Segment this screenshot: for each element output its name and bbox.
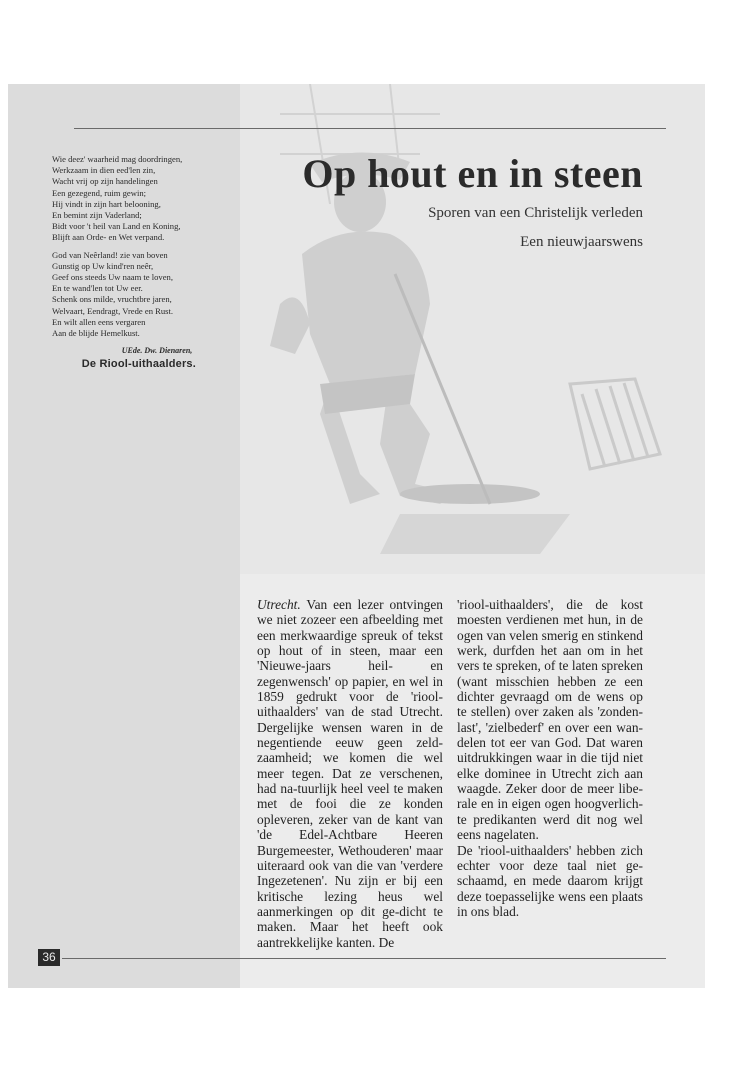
page-number: 36: [38, 949, 60, 966]
article-text-1: Van een lezer ontvingen we niet zozeer een afbeelding met een merkwaardige spreuk of tekst op hout of in steen, maar een 'Nieuwe-jaars heil- en zegenwensch' op papier, en wel in 1859 gedrukt voor de 'riool-uithaalders' van de stad Utrecht. Dergelijke wensen waren in de negentiende eeuw geen zeld-zaamheid; we komen die wel meer tegen. Dat ze verschenen, had na-tuurlijk heel veel te maken met de fooi die ze konden opleveren, zeker van de kant van 'de Edel-Achtbare Heeren Burgemeester, Wethouderen' maar uiteraard ook van die van 'verdere Ingezetenen'. Nu zijn er bij een kritische lezing heus wel aanmerkingen op dit ge-dicht te maken. Maar het heeft ook aantrekkelijke kanten. De: [257, 597, 443, 950]
magazine-page: [8, 84, 705, 988]
poem-line: Geef ons steeds Uw naam te loven,: [52, 272, 173, 283]
top-rule: [74, 128, 666, 129]
poem-stanza-1: [52, 154, 232, 244]
poem-line: En bemint zijn Vaderland;: [52, 210, 142, 221]
poem-signature-name: De Riool-uithaalders.: [81, 358, 196, 371]
poem-signature-salutation: UEde. Dw. Dienaren,: [121, 346, 193, 356]
bottom-rule: [62, 958, 666, 959]
article-text-3: De 'riool-uithaalders' hebben zich echter voor deze taal niet ge-schaamd, en mede daarom krijgt deze toepasselijke wens een plaats in ons blad.: [457, 842, 643, 919]
article-column-2: [457, 597, 643, 919]
poem-line: Wie deez' waarheid mag doordringen,: [52, 154, 183, 164]
article-place: Utrecht.: [257, 597, 301, 612]
poem-line: God van Neêrland! zie van boven: [52, 249, 168, 260]
article-subtitle: Sporen van een Christelijk verleden: [428, 205, 643, 221]
poem-line: Schenk ons milde, vruchtbre jaren,: [52, 294, 172, 305]
poem-line: En wilt allen eens vergaren: [52, 316, 146, 327]
poem: [52, 154, 232, 371]
poem-line: Hij vindt in zijn hart belooning,: [52, 198, 161, 209]
poem-stanza-2: [52, 250, 232, 340]
poem-line: Blijft aan Orde- en Wet verpand.: [52, 232, 165, 243]
poem-line: Bidt voor 't heil van Land en Koning,: [52, 221, 181, 232]
article-section: Een nieuwjaarswens: [520, 234, 643, 250]
poem-line: Werkzaam in dien eed'len zin,: [52, 165, 156, 176]
poem-line: Wacht vrij op zijn handelingen: [52, 176, 158, 187]
poem-line: Een gezegend, ruim gewin;: [52, 187, 147, 198]
poem-line: Aan de blijde Hemelkust.: [52, 328, 140, 339]
poem-line: En te wand'len tot Uw eer.: [52, 283, 143, 294]
article-text-2: 'riool-uithaalders', die de kost moesten verdienen met hun, in de ogen van velen smerig en stinkend werk, durfden het aan om in het vers te spreken, of te laten spreken (want misschien hebben ze een dichter gevraagd om de wens op te stellen) over zaken als 'zonden-last', 'zielbederf' en over een wan-delen tot eer van God. Dat waren uitdrukkingen waar in die tijd niet elke dominee in Utrecht zich aan waagde. Zeker door de meer libe-rale en in eigen ogen hoogverlich-te predikanten werd dit nog wel eens nagelaten.: [457, 597, 643, 843]
poem-line: Welvaart, Eendragt, Vrede en Rust.: [52, 305, 174, 316]
article-column-1: [257, 597, 443, 950]
article-title: Op hout en in steen: [302, 151, 643, 196]
poem-line: Gunstig op Uw kind'ren neêr,: [52, 260, 154, 271]
